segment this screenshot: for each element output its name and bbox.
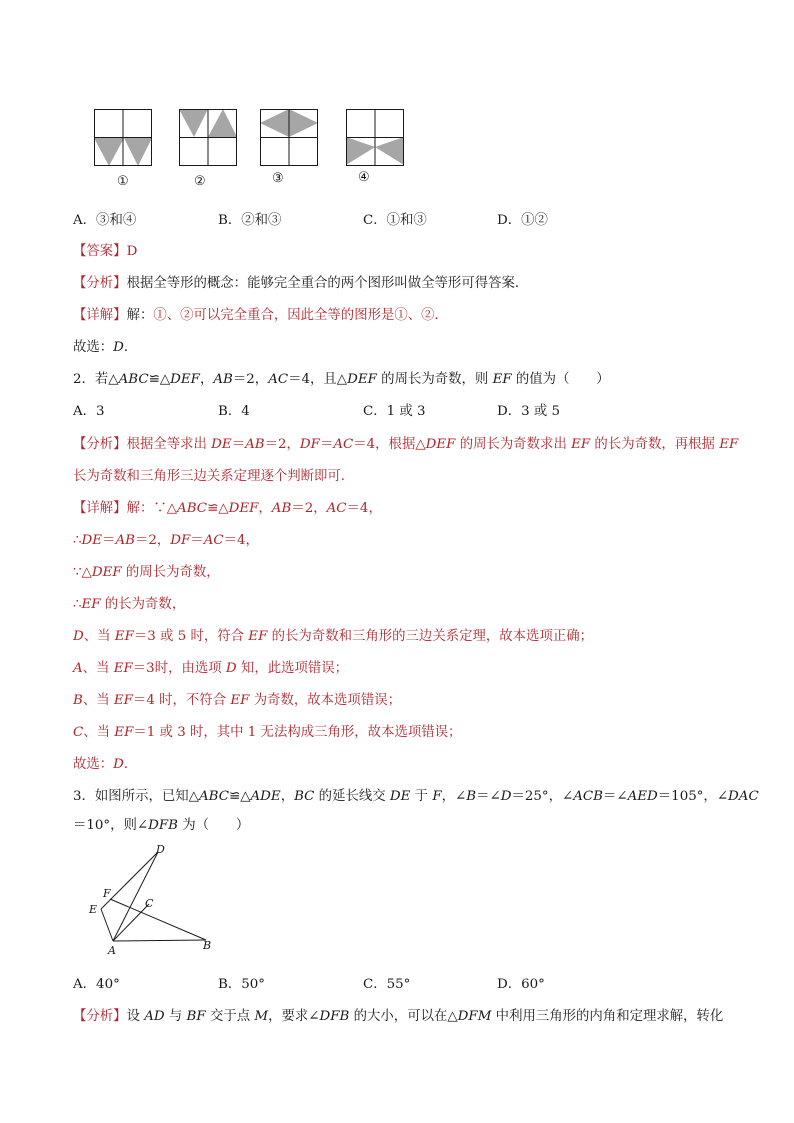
q3-option-b: B．50° [218, 977, 265, 992]
q2-detail-line6: A、当 EF＝3时，由选项 D 知，此选项错误； [73, 661, 349, 676]
q3-option-a: A．40° [73, 977, 120, 992]
q1-fig2-triangle-left [179, 109, 208, 137]
point-label-B: B [203, 939, 212, 952]
q1-fig4-bowtie-left [346, 137, 375, 165]
segment-AE [101, 909, 113, 941]
q3-option-c: C．55° [363, 977, 411, 992]
q2-detail-line7: B、当 EF＝4 时，不符合 EF 为奇数，故本选项错误； [73, 693, 401, 708]
q1-option-c: C．①和③ [363, 213, 427, 228]
point-label-D: D [156, 843, 165, 856]
segment-AC [113, 904, 149, 941]
q2-conclusion: 故选：D． [73, 757, 138, 772]
q1-figure-3 [260, 109, 320, 167]
segment-AB [113, 940, 206, 941]
q1-conclusion: 故选：D． [73, 340, 138, 355]
q1-figure-2 [179, 109, 239, 167]
q2-detail-line1: 【详解】解：∵△ABC≌△DEF，AB＝2，AC＝4， [73, 501, 382, 516]
point-label-E: E [89, 903, 98, 916]
point-label-A: A [108, 944, 116, 957]
q1-option-a: A．③和④ [73, 213, 137, 228]
q1-fig1-triangle-right [124, 138, 152, 166]
q3-stem-line1: 3．如图所示，已知△ABC≌△ADE，BC 的延长线交 DE 于 F，∠B＝∠D＝25°，∠ACB＝∠AED＝105°，∠DAC [73, 789, 759, 804]
q1-figure-4 [346, 109, 406, 167]
q1-option-d: D．①② [497, 213, 548, 228]
q3-geometry-figure [86, 843, 216, 958]
q1-fig4-bowtie-right [375, 137, 404, 165]
q2-detail-line3: ∵△DEF 的周长为奇数， [73, 565, 220, 580]
q2-analysis-line1: 【分析】根据全等求出 DE＝AB＝2，DF＝AC＝4，根据△DEF 的周长为奇数求出 EF 的长为奇数，再根据 EF [73, 437, 739, 452]
q1-analysis: 【分析】根据全等形的概念：能够完全重合的两个图形叫做全等形可得答案． [73, 276, 529, 291]
q1-fig2-triangle-right [208, 109, 237, 137]
q1-fig1-triangle-left [94, 138, 124, 166]
q2-detail-line2: ∴DE＝AB＝2，DF＝AC＝4， [73, 533, 259, 548]
q2-option-d: D．3 或 5 [497, 404, 561, 419]
q2-stem: 2．若△ABC≌△DEF，AB＝2，AC＝4，且△DEF 的周长为奇数，则 EF 的值为（ ） [73, 372, 610, 387]
q3-stem-line2: ＝10°，则∠DFB 为（ ） [73, 818, 250, 833]
q1-caption-4: ④ [358, 170, 370, 185]
q2-detail-line5: D、当 EF＝3 或 5 时，符合 EF 的长为奇数和三角形的三边关系定理，故本选项正确； [73, 629, 594, 644]
q2-detail-line4: ∴EF 的长为奇数， [73, 597, 186, 612]
q2-detail-line8: C、当 EF＝1 或 3 时，其中 1 无法构成三角形，故本选项错误； [73, 725, 462, 740]
q2-option-b: B．4 [218, 404, 250, 419]
q2-option-a: A．3 [73, 404, 105, 419]
q1-caption-2: ② [194, 174, 206, 189]
q1-option-b: B．②和③ [218, 213, 282, 228]
q3-analysis: 【分析】设 AD 与 BF 交于点 M，要求∠DFB 的大小，可以在△DFM 中利用三角形的内角和定理求解，转化 [73, 1009, 724, 1024]
q3-option-d: D．60° [497, 977, 545, 992]
q1-answer: 【答案】D [73, 244, 138, 259]
point-label-F: F [103, 887, 111, 900]
q1-detail: 【详解】解：①、②可以完全重合，因此全等的图形是①、②． [73, 308, 448, 323]
q1-caption-3: ③ [272, 171, 284, 186]
q1-figure-1 [94, 109, 154, 167]
point-label-C: C [145, 897, 154, 910]
q1-caption-1: ① [117, 174, 129, 189]
q2-analysis-line2: 长为奇数和三角形三边关系定理逐个判断即可． [73, 469, 355, 484]
q2-option-c: C．1 或 3 [363, 404, 426, 419]
